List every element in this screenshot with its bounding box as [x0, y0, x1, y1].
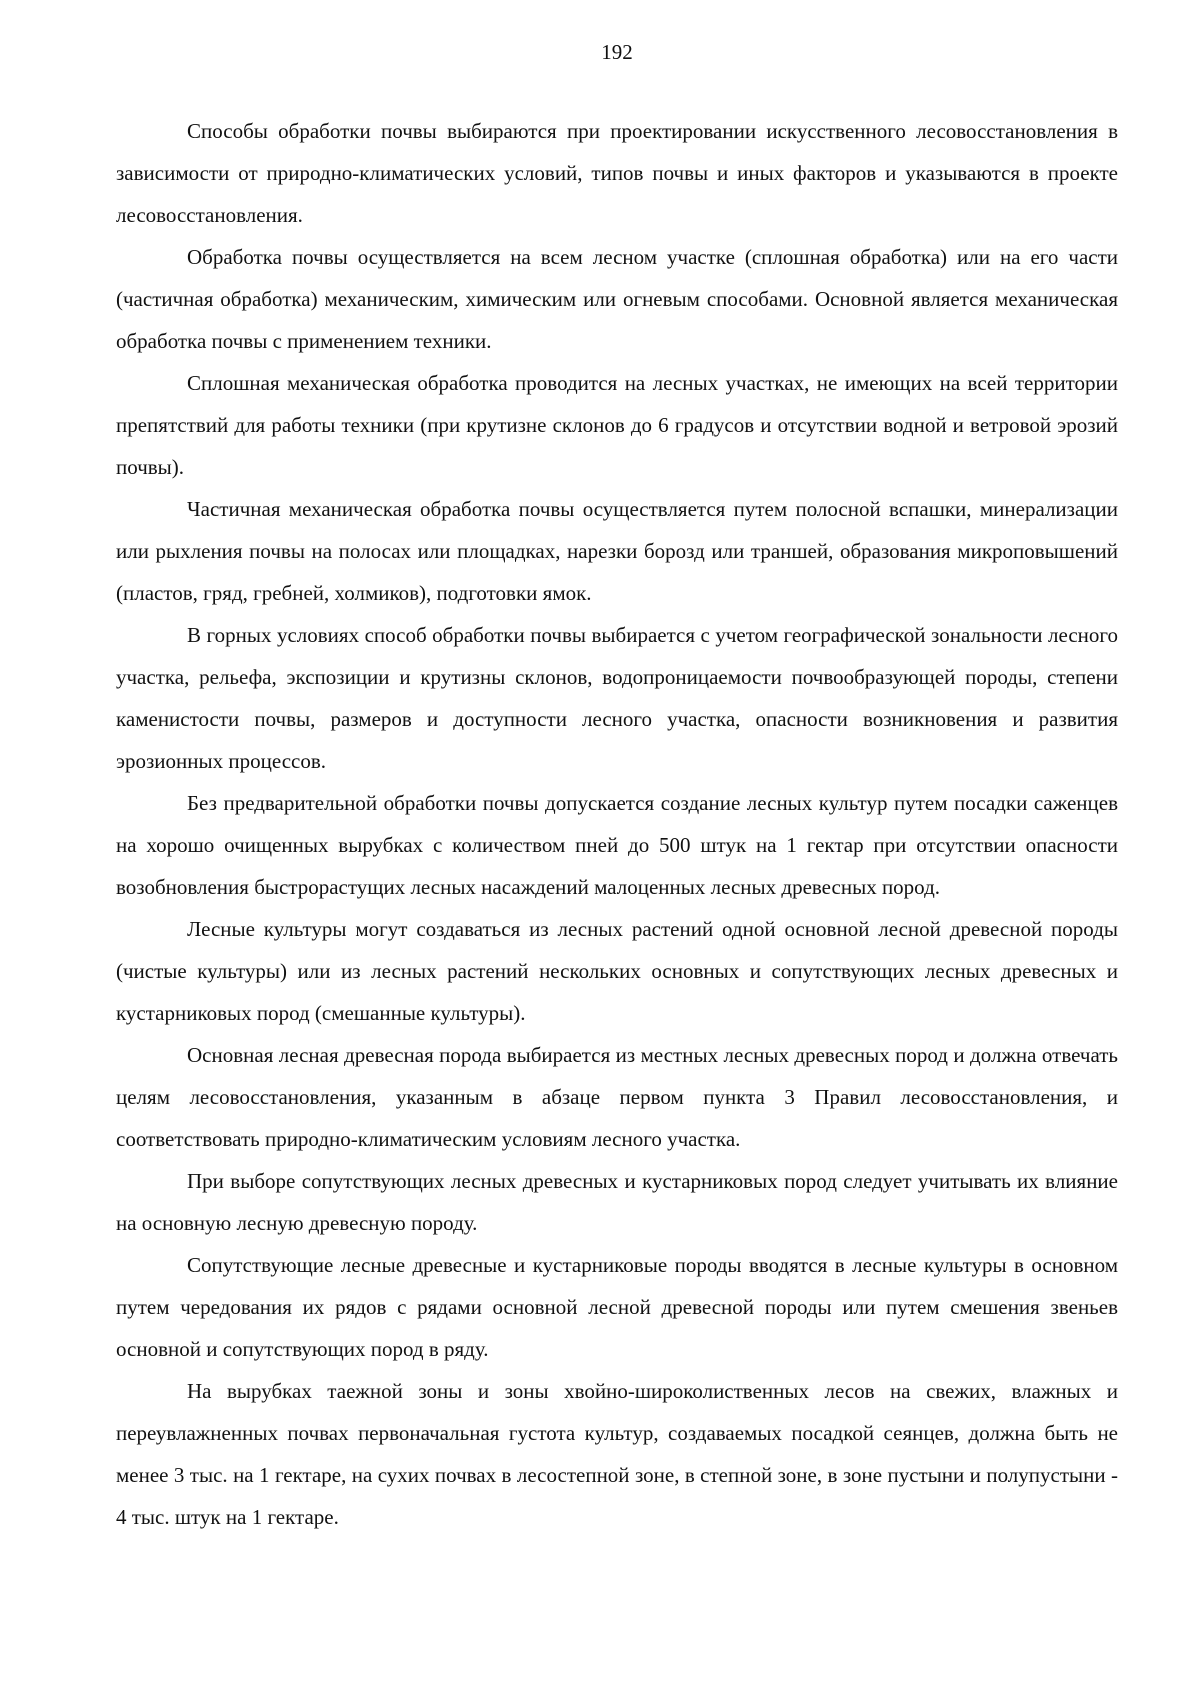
paragraph: В горных условиях способ обработки почвы выбирается с учетом географической зональности лесного участка, рельефа, экспозиции и крутизны склонов, водопроницаемости почвообразующей породы, степени каменистости почвы, размеров и доступности лесного участка, опасности возникновения и развития эрозионных процессов.: [116, 623, 1118, 773]
paragraph: Сопутствующие лесные древесные и кустарниковые породы вводятся в лесные культуры в основном путем чередования их рядов с рядами основной лесной древесной породы или путем смешения звеньев основной и сопутствующих пород в ряду.: [116, 1253, 1118, 1361]
paragraph: Основная лесная древесная порода выбирается из местных лесных древесных пород и должна отвечать целям лесовосстановления, указанным в абзаце первом пункта 3 Правил лесовосстановления, и соответствовать природно-климатическим условиям лесного участка.: [116, 1043, 1118, 1151]
page-number: 192: [601, 40, 633, 64]
paragraph: Способы обработки почвы выбираются при проектировании искусственного лесовосстановления в зависимости от природно-климатических условий, типов почвы и иных факторов и указываются в проекте лесовосстановления.: [116, 119, 1118, 227]
paragraph: При выборе сопутствующих лесных древесных и кустарниковых пород следует учитывать их влияние на основную лесную древесную породу.: [116, 1169, 1118, 1235]
paragraph: На вырубках таежной зоны и зоны хвойно-широколиственных лесов на свежих, влажных и переувлажненных почвах первоначальная густота культур, создаваемых посадкой сеянцев, должна быть не менее 3 тыс. на 1 гектаре, на сухих почвах в лесостепной зоне, в степной зоне, в зоне пустыни и полупустыни - 4 тыс. штук на 1 гектаре.: [116, 1379, 1118, 1529]
document-body: [116, 110, 1118, 1538]
paragraph: Сплошная механическая обработка проводится на лесных участках, не имеющих на всей территории препятствий для работы техники (при крутизне склонов до 6 градусов и отсутствии водной и ветровой эрозий почвы).: [116, 371, 1118, 479]
paragraph: Без предварительной обработки почвы допускается создание лесных культур путем посадки саженцев на хорошо очищенных вырубках с количеством пней до 500 штук на 1 гектар при отсутствии опасности возобновления быстрорастущих лесных насаждений малоценных лесных древесных пород.: [116, 791, 1118, 899]
paragraph: Частичная механическая обработка почвы осуществляется путем полосной вспашки, минерализации или рыхления почвы на полосах или площадках, нарезки борозд или траншей, образования микроповышений (пластов, гряд, гребней, холмиков), подготовки ямок.: [116, 497, 1118, 605]
paragraph: Лесные культуры могут создаваться из лесных растений одной основной лесной древесной породы (чистые культуры) или из лесных растений нескольких основных и сопутствующих лесных древесных и кустарниковых пород (смешанные культуры).: [116, 917, 1118, 1025]
paragraph: Обработка почвы осуществляется на всем лесном участке (сплошная обработка) или на его части (частичная обработка) механическим, химическим или огневым способами. Основной является механическая обработка почвы с применением техники.: [116, 245, 1118, 353]
